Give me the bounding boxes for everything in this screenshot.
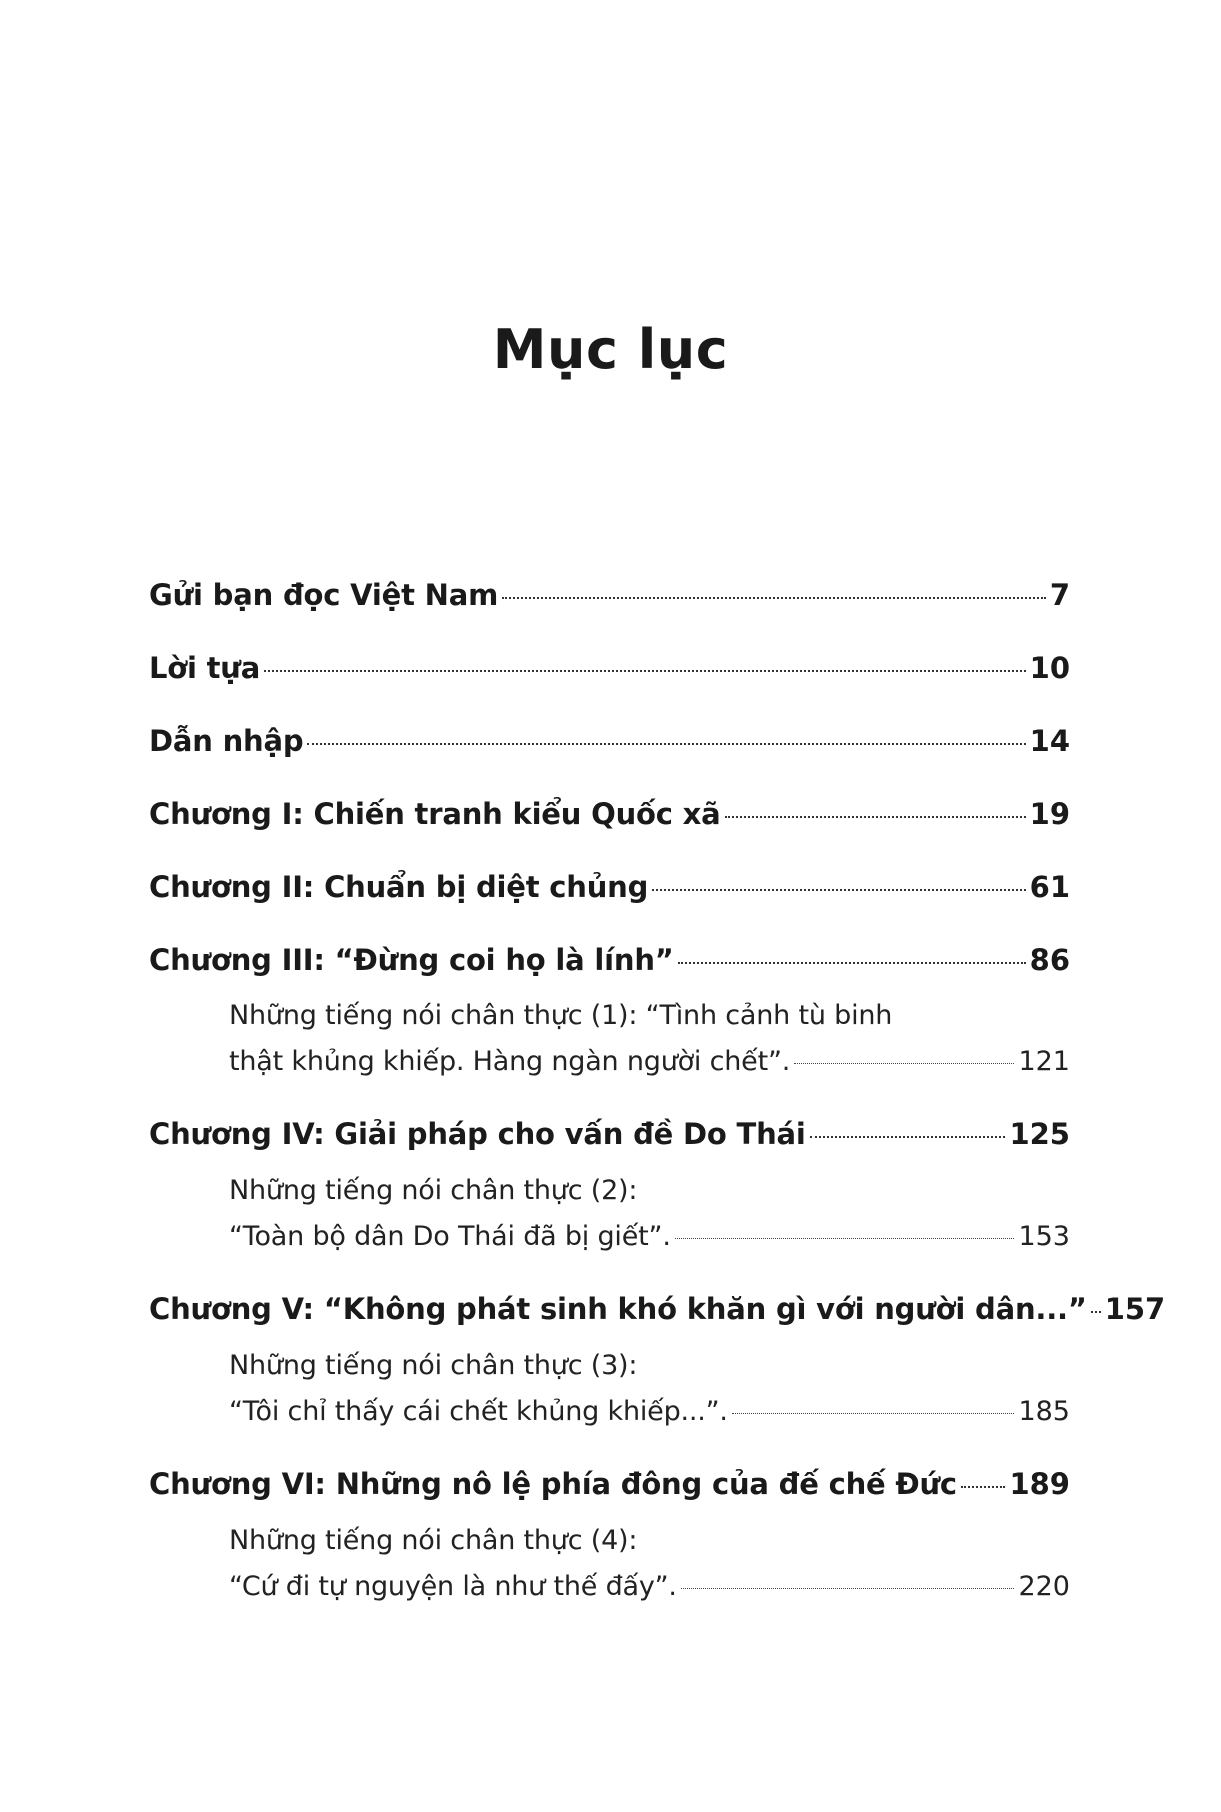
toc-page-number: 125 bbox=[1009, 1117, 1070, 1151]
toc-page-number: 121 bbox=[1018, 1046, 1070, 1077]
toc-entry-title: Chương II: Chuẩn bị diệt chủng bbox=[149, 870, 649, 904]
dot-leader bbox=[264, 670, 1026, 672]
toc-subentry-title: thật khủng khiếp. Hàng ngàn người chết”. bbox=[229, 1046, 791, 1077]
toc-page-number: 86 bbox=[1029, 943, 1070, 977]
dot-leader bbox=[1091, 1311, 1101, 1313]
toc-entry[interactable] bbox=[149, 797, 1070, 831]
toc-entry[interactable] bbox=[149, 1467, 1070, 1501]
toc-entry-title: Chương IV: Giải pháp cho vấn đề Do Thái bbox=[149, 1117, 806, 1151]
toc-page-number: 185 bbox=[1018, 1396, 1070, 1427]
toc-page-number: 153 bbox=[1018, 1221, 1070, 1252]
toc-entry-title: Lời tựa bbox=[149, 651, 261, 685]
toc-entry[interactable] bbox=[149, 870, 1070, 904]
dot-leader bbox=[681, 1588, 1015, 1589]
toc-entry[interactable] bbox=[149, 724, 1070, 758]
toc-subentry-title: Những tiếng nói chân thực (3): bbox=[229, 1350, 638, 1381]
toc-subentry-title: “Toàn bộ dân Do Thái đã bị giết”. bbox=[229, 1221, 671, 1252]
dot-leader bbox=[675, 1238, 1015, 1239]
toc-page-number: 157 bbox=[1104, 1292, 1166, 1326]
toc-subentry-title: Những tiếng nói chân thực (1): “Tình cảnh tù binh bbox=[229, 1000, 893, 1031]
toc-subentry-title: Những tiếng nói chân thực (4): bbox=[229, 1525, 638, 1556]
toc-subentry[interactable] bbox=[229, 1571, 1070, 1602]
toc-page-number: 61 bbox=[1029, 870, 1070, 904]
toc-entry[interactable] bbox=[149, 1117, 1070, 1151]
toc-page-number: 14 bbox=[1029, 724, 1070, 758]
toc-subentry[interactable] bbox=[229, 1396, 1070, 1427]
toc-entry-title: Chương VI: Những nô lệ phía đông của đế chế Đức bbox=[149, 1467, 957, 1501]
toc-entry-title: Dẫn nhập bbox=[149, 724, 304, 758]
toc-subentry-title: Những tiếng nói chân thực (2): bbox=[229, 1175, 638, 1206]
toc-entry-title: Chương I: Chiến tranh kiểu Quốc xã bbox=[149, 797, 721, 831]
page-title: Mục lục bbox=[492, 318, 729, 381]
toc-subentry-line1 bbox=[229, 1000, 1070, 1031]
toc-entry-title: Chương V: “Không phát sinh khó khăn gì với người dân...” bbox=[149, 1292, 1087, 1326]
dot-leader bbox=[652, 889, 1025, 891]
toc-entry[interactable] bbox=[149, 943, 1070, 977]
toc-entry[interactable] bbox=[149, 1292, 1166, 1326]
dot-leader bbox=[794, 1063, 1014, 1064]
table-of-contents bbox=[149, 0, 1166, 1812]
dot-leader bbox=[961, 1486, 1006, 1488]
toc-entry-title: Gửi bạn đọc Việt Nam bbox=[149, 578, 499, 612]
toc-page-number: 7 bbox=[1049, 578, 1070, 612]
dot-leader bbox=[732, 1413, 1015, 1414]
toc-page-number: 189 bbox=[1009, 1467, 1070, 1501]
dot-leader bbox=[307, 743, 1025, 745]
dot-leader bbox=[810, 1136, 1006, 1138]
toc-subentry[interactable] bbox=[229, 1221, 1070, 1252]
toc-page-number: 10 bbox=[1029, 651, 1070, 685]
toc-entry[interactable] bbox=[149, 651, 1070, 685]
toc-subentry-line1 bbox=[229, 1175, 1070, 1206]
toc-entry-title: Chương III: “Đừng coi họ là lính” bbox=[149, 943, 674, 977]
dot-leader bbox=[502, 597, 1046, 599]
dot-leader bbox=[725, 816, 1026, 818]
toc-subentry[interactable] bbox=[229, 1046, 1070, 1077]
toc-subentry-line1 bbox=[229, 1525, 1070, 1556]
toc-subentry-title: “Cứ đi tự nguyện là như thế đấy”. bbox=[229, 1571, 677, 1602]
toc-entry[interactable] bbox=[149, 578, 1070, 612]
dot-leader bbox=[678, 962, 1026, 964]
toc-page-number: 220 bbox=[1018, 1571, 1070, 1602]
toc-page-number: 19 bbox=[1029, 797, 1070, 831]
toc-subentry-line1 bbox=[229, 1350, 1070, 1381]
toc-subentry-title: “Tôi chỉ thấy cái chết khủng khiếp...”. bbox=[229, 1396, 728, 1427]
